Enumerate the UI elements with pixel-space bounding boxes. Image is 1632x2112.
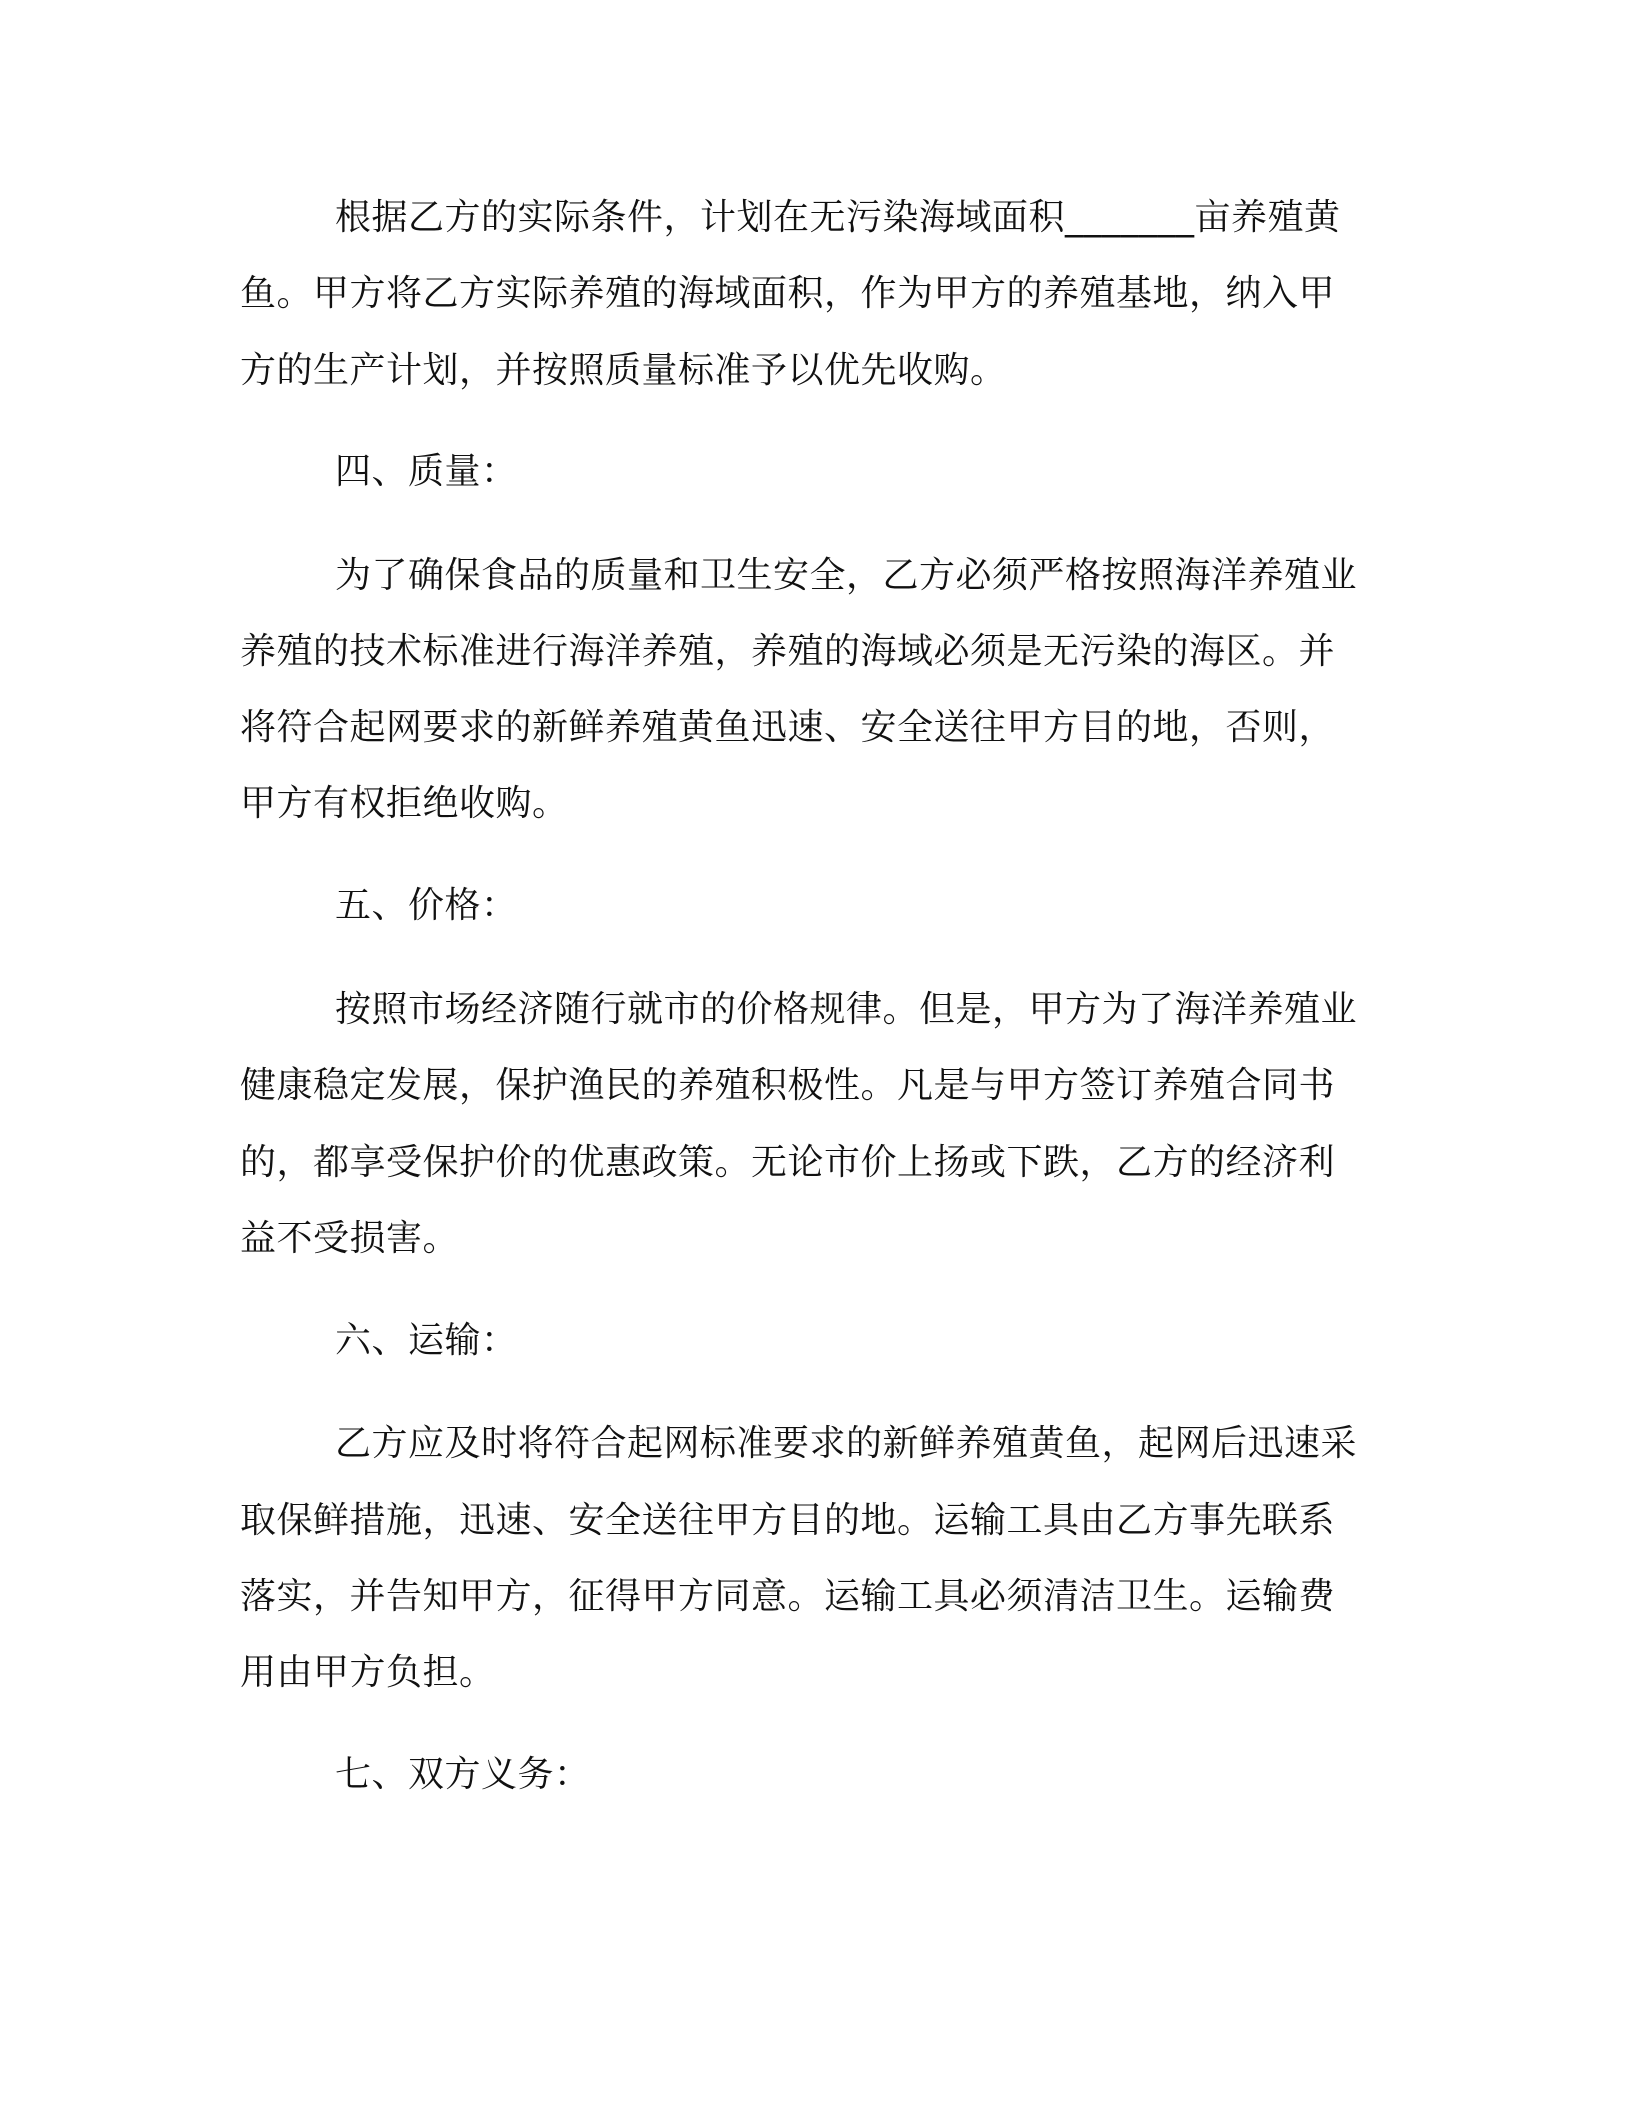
paragraph-quantity-line-3: 方的生产计划，并按照质量标准予以优先收购。 [240, 350, 1007, 391]
paragraph-quality-line-2: 养殖的技术标准进行海洋养殖，养殖的海域必须是无污染的海区。并 [240, 631, 1336, 672]
paragraph-transport-line-3: 落实，并告知甲方，征得甲方同意。运输工具必须清洁卫生。运输费 [240, 1576, 1336, 1617]
paragraph-transport-line-1: 乙方应及时将符合起网标准要求的新鲜养殖黄鱼，起网后迅速采 [335, 1423, 1358, 1464]
paragraph-quantity-line-1: 根据乙方的实际条件，计划在无污染海域面积_______亩养殖黄 [335, 197, 1341, 238]
paragraph-price-line-2: 健康稳定发展，保护渔民的养殖积极性。凡是与甲方签订养殖合同书 [240, 1065, 1336, 1106]
paragraph-price-line-1: 按照市场经济随行就市的价格规律。但是，甲方为了海洋养殖业 [335, 989, 1358, 1030]
section-heading-obligations: 七、双方义务： [335, 1754, 591, 1795]
paragraph-transport-line-2: 取保鲜措施，迅速、安全送往甲方目的地。运输工具由乙方事先联系 [240, 1500, 1336, 1541]
paragraph-quality-line-3: 将符合起网要求的新鲜养殖黄鱼迅速、安全送往甲方目的地，否则， [240, 707, 1336, 748]
section-heading-transport: 六、运输： [335, 1320, 518, 1361]
section-heading-price: 五、价格： [335, 885, 518, 926]
paragraph-transport-line-4: 用由甲方负担。 [240, 1652, 496, 1693]
paragraph-quality-line-1: 为了确保食品的质量和卫生安全，乙方必须严格按照海洋养殖业 [335, 555, 1358, 596]
paragraph-quality-line-4: 甲方有权拒绝收购。 [240, 783, 569, 824]
paragraph-price-line-3: 的，都享受保护价的优惠政策。无论市价上扬或下跌，乙方的经济利 [240, 1142, 1336, 1183]
paragraph-price-line-4: 益不受损害。 [240, 1218, 460, 1259]
paragraph-quantity-line-2: 鱼。甲方将乙方实际养殖的海域面积，作为甲方的养殖基地，纳入甲 [240, 273, 1336, 314]
section-heading-quality: 四、质量： [335, 451, 518, 492]
